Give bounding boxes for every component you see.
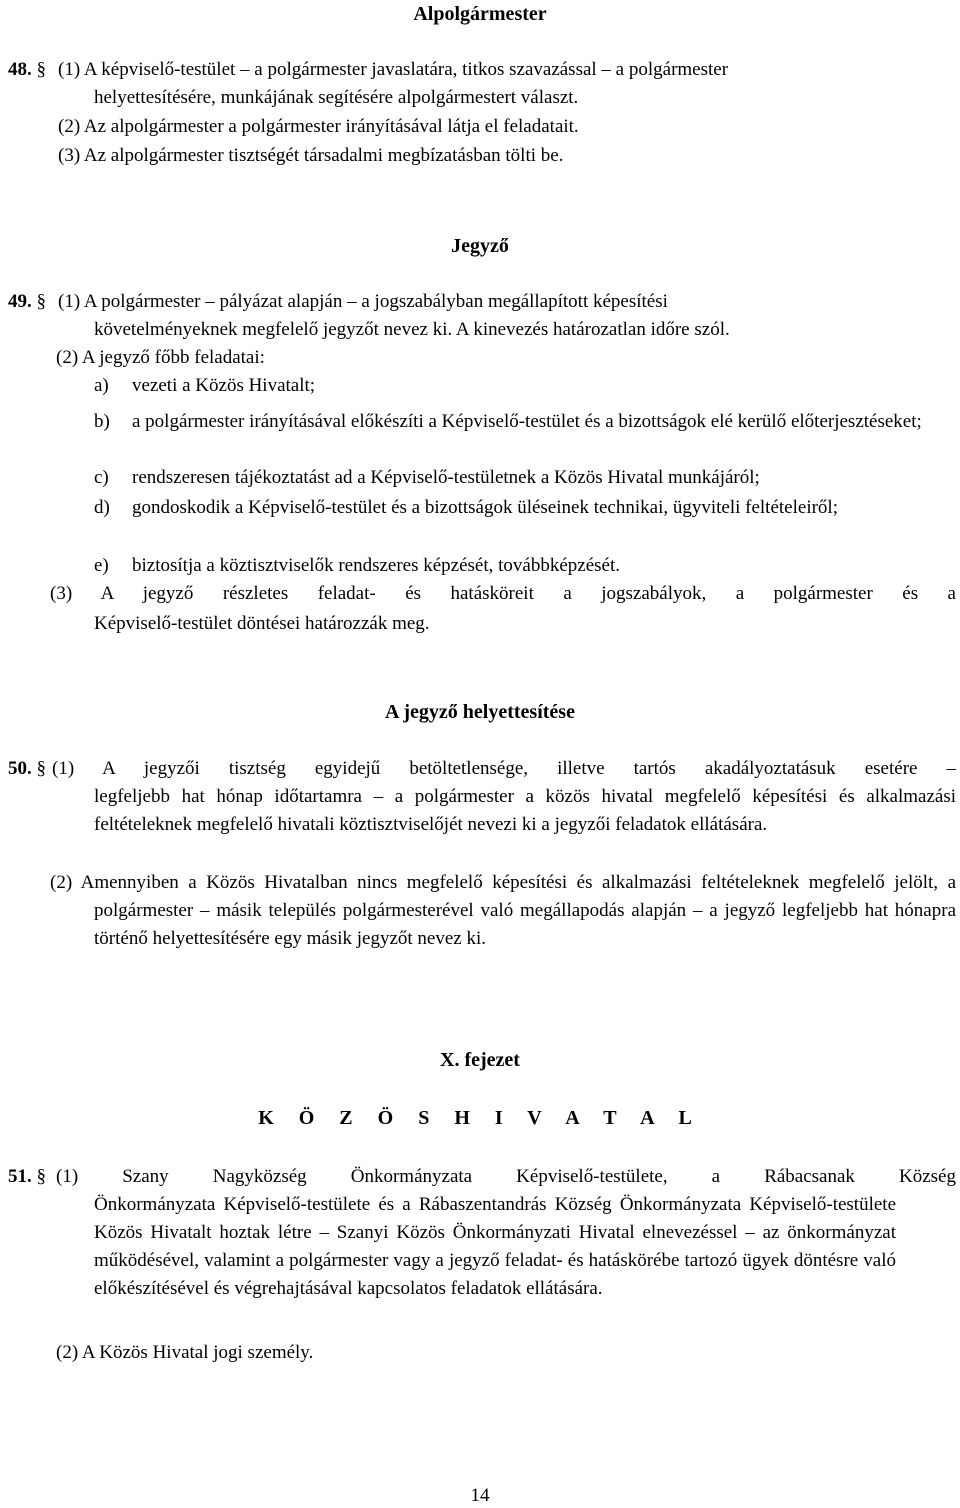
heading-alpolgarmester: Alpolgármester xyxy=(413,3,547,25)
section-number: 48. § xyxy=(8,59,46,80)
section-number: 50. § xyxy=(8,758,46,779)
list-item: d) gondoskodik a Képviselő-testület és a bizottságok üléseinek technikai, ügyviteli feltételeiről; xyxy=(94,497,838,518)
paragraph-49-1b: követelményeknek megfelelő jegyzőt nevez ki. A kinevezés határozatlan időre szól. xyxy=(94,319,730,340)
paragraph-49-2: (2) A jegyző főbb feladatai: xyxy=(56,347,265,368)
page-number: 14 xyxy=(470,1485,490,1506)
paragraph-48-1b: helyettesítésére, munkájának segítésére alpolgármestert választ. xyxy=(94,87,579,108)
paragraph-48-1a: (1) A képviselő-testület – a polgármester javaslatára, titkos szavazással – a polgármester xyxy=(58,59,729,80)
section-number: 49. § xyxy=(8,291,46,312)
list-item: b) a polgármester irányításával előkészíti a Képviselő-testület és a bizottságok elé kerülő előterjesztéseket; xyxy=(94,411,922,432)
paragraph-50-1b: legfeljebb hat hónap időtartamra – a polgármester a közös hivatal megfelelő képesítési és alkalmazási feltételeknek megfelelő hivatali köztisztviselőjét nevezi ki a jegyzői feladatok ellátására. xyxy=(94,786,956,835)
paragraph-48-2: (2) Az alpolgármester a polgármester irányításával látja el feladatait. xyxy=(58,116,579,137)
paragraph-51-1a: (1) Szany Nagyközség Önkormányzata Képviselő-testülete, a Rábacsanak Község xyxy=(56,1166,956,1187)
paragraph-49-1a: (1) A polgármester – pályázat alapján – a jogszabályban megállapított képesítési xyxy=(58,291,668,312)
heading-kozos-hivatal: K Ö Z Ö S H I V A T A L xyxy=(258,1107,702,1129)
paragraph-51-2: (2) A Közös Hivatal jogi személy. xyxy=(56,1342,314,1363)
heading-jegyzo: Jegyző xyxy=(451,235,509,257)
list-item: e) biztosítja a köztisztviselők rendszeres képzését, továbbképzését. xyxy=(94,555,621,576)
section-number: 51. § xyxy=(8,1166,46,1187)
paragraph-49-3a: (3) A jegyző részletes feladat- és hatásköreit a jogszabályok, a polgármester és a xyxy=(50,583,956,604)
paragraph-50-1a: (1) A jegyzői tisztség egyidejű betöltetlensége, illetve tartós akadályoztatásuk esetére – xyxy=(52,758,956,779)
list-item: c) rendszeresen tájékoztatást ad a Képviselő-testületnek a Közös Hivatal munkájáról; xyxy=(94,467,760,488)
heading-jegyzo-helyettesitese: A jegyző helyettesítése xyxy=(385,701,575,723)
paragraph-51-1b: Önkormányzata Képviselő-testülete és a Rábaszentandrás Község Önkormányzata Képviselő-testülete Közös Hivatalt hoztak létre – Szanyi Közös Önkormányzati Hivatal elnevezéssel – az önkormányzat működésével, valamint a polgármester vagy a jegyző feladat- és hatáskörébe tartozó ügyek döntésre való előkészítésével és végrehajtásával kapcsolatos feladatok ellátására. xyxy=(94,1194,896,1299)
heading-fejezet: X. fejezet xyxy=(440,1049,520,1071)
paragraph-48-3: (3) Az alpolgármester tisztségét társadalmi megbízatásban tölti be. xyxy=(58,145,564,166)
paragraph-49-3b: Képviselő-testület döntései határozzák meg. xyxy=(94,613,430,634)
paragraph-50-2: (2) Amennyiben a Közös Hivatalban nincs megfelelő képesítési és alkalmazási feltételeknek megfelelő jelölt, a polgármester – másik település polgármesterével való megállapodás alapján – a jegyző legfeljebb hat hónapra történő helyettesítésére egy másik jegyzőt nevez ki. xyxy=(50,872,956,949)
list-item: a) vezeti a Közös Hivatalt; xyxy=(94,375,316,396)
